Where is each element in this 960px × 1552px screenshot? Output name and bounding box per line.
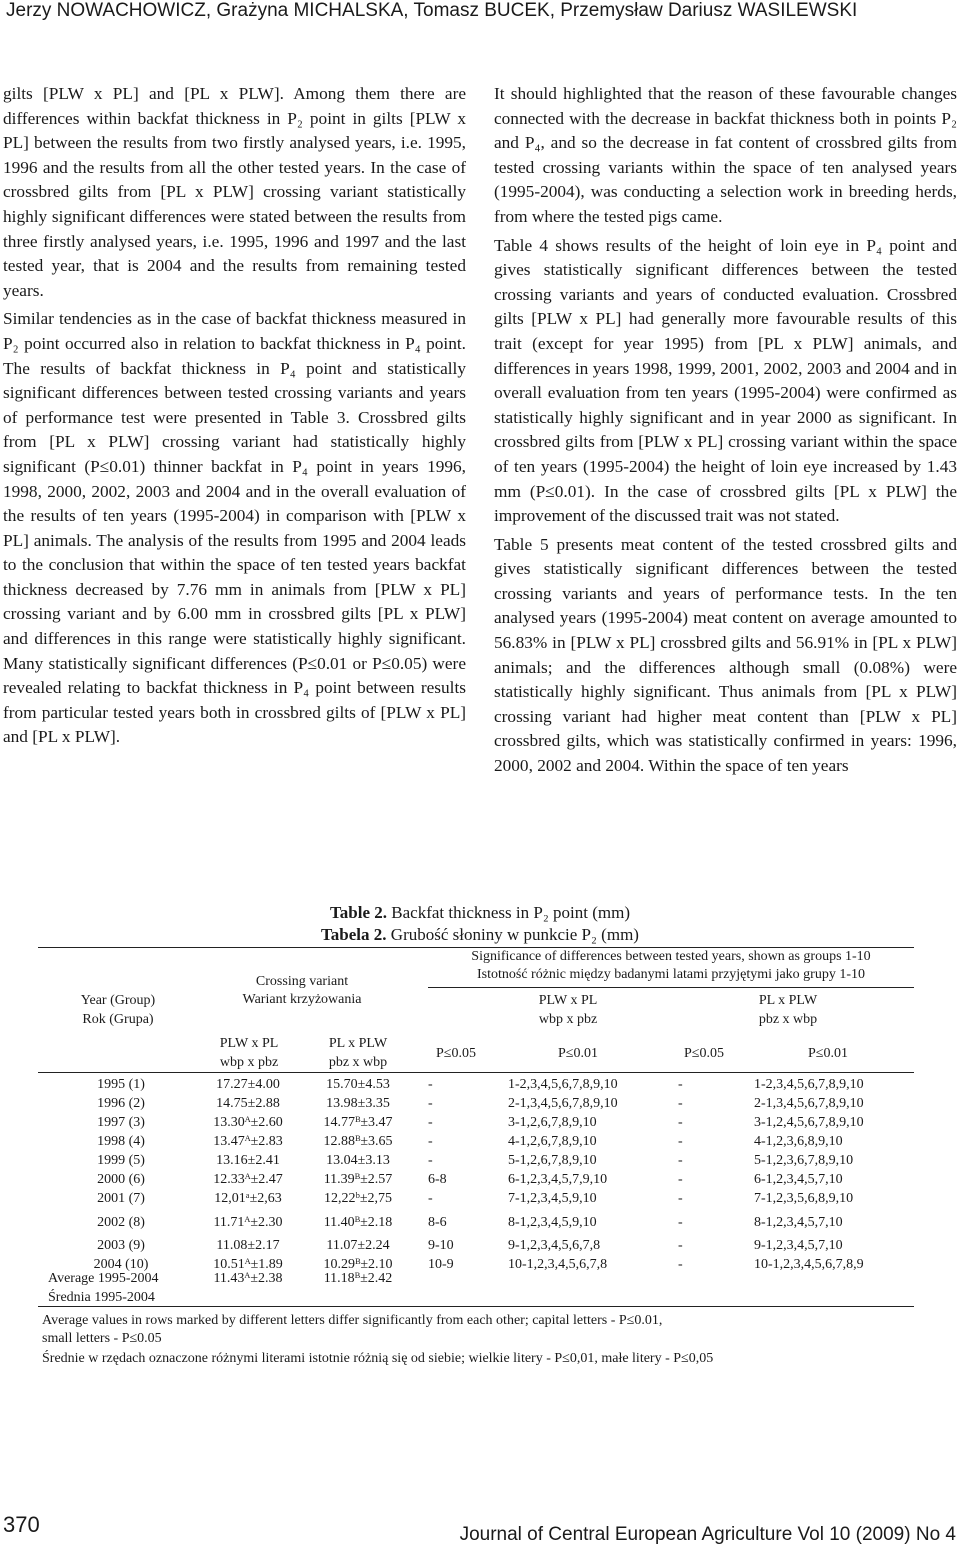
table-cell-a05: - <box>428 1096 433 1111</box>
table-cell-b01: 2-1,3,4,5,6,7,8,9,10 <box>754 1096 864 1111</box>
table-cell-b05: - <box>678 1096 683 1111</box>
table-cell-b05: - <box>678 1153 683 1168</box>
table-cell-b01: 5-1,2,3,6,7,8,9,10 <box>754 1153 854 1168</box>
caption-text: Backfat thickness in P₂ point (mm) <box>391 903 630 922</box>
table-cell-v1: 12.33ᴬ±2.47 <box>213 1172 283 1187</box>
header-significance: Significance of differences between tested years, shown as groups 1-10 <box>471 949 871 964</box>
table-cell-a01: 2-1,3,4,5,6,7,8,9,10 <box>508 1096 618 1111</box>
table-rule-bottom <box>38 1306 914 1307</box>
paragraph: gilts [PLW x PL] and [PL x PLW]. Among them there are differences within backfat thickness in P₂ point in gilts [PLW x PL] between the results from two firstly analysed years, i.e. 1995, 1996 and the results from all the other tested years. In the case of crossbred gilts from [PL x PLW] crossing variant statistically highly significant differences were stated between the results from three firstly analysed years, i.e. 1995, 1996 and 1997 and the last tested year, that is 2004 and the results from remaining tested years. <box>3 84 466 300</box>
table-cell-v1: 13.16±2.41 <box>216 1153 280 1168</box>
table-cell-v1: 13.47ᴬ±2.83 <box>213 1134 283 1149</box>
table-cell-a01: 10-1,2,3,4,5,6,7,8 <box>508 1257 608 1272</box>
header-year: Year (Group) <box>80 993 156 1008</box>
header-p05-a: P≤0.05 <box>436 1046 476 1061</box>
page-number: 370 <box>3 1512 40 1537</box>
table-note-pl: Średnie w rzędach oznaczone różnymi literami istotnie różnią się od siebie; wielkie litery - P≤0,01, małe litery - P≤0,05 <box>42 1351 714 1366</box>
table-cell-b01: 6-1,2,3,4,5,7,10 <box>754 1172 843 1187</box>
header-group-plwpl-pl: wbp x pbz <box>538 1012 598 1027</box>
table-cell-year: 2004 (10) <box>93 1257 149 1272</box>
table-cell-year: 1998 (4) <box>97 1134 145 1149</box>
table-cell-v2: 12.88ᴮ±3.65 <box>323 1134 393 1149</box>
table-cell-v1: 13.30ᴬ±2.60 <box>213 1115 283 1130</box>
left-column <box>3 82 466 754</box>
table-cell-b05: - <box>678 1115 683 1130</box>
table-cell-a01: 6-1,2,3,4,5,7,9,10 <box>508 1172 608 1187</box>
table-cell-v2: 11.40ᴮ±2.18 <box>323 1215 393 1230</box>
paragraph: It should highlighted that the reason of these favourable changes connected with the decrease in backfat thickness both in points P₂ and P₄, and so the decrease in fat content of crossbred gilts from tested crossing variants within the space of ten analysed years (1995-2004), was conducting a selection work in breeding herds, from where the tested pigs came. <box>494 84 957 226</box>
table-cell-a05: - <box>428 1153 433 1168</box>
average-v2: 11.18ᴮ±2.42 <box>323 1271 393 1286</box>
table-cell-a01: 3-1,2,6,7,8,9,10 <box>508 1115 597 1130</box>
table-rule-sub <box>428 987 914 988</box>
header-year-pl: Rok (Grupa) <box>82 1012 154 1027</box>
table-cell-a05: - <box>428 1077 433 1092</box>
table-cell-b01: 3-1,2,4,5,6,7,8,9,10 <box>754 1115 864 1130</box>
table-cell-v2: 13.98±3.35 <box>326 1096 390 1111</box>
average-label-pl: Średnia 1995-2004 <box>48 1290 155 1305</box>
table-cell-a01: 9-1,2,3,4,5,6,7,8 <box>508 1238 601 1253</box>
table-cell-v2: 11.07±2.24 <box>326 1238 390 1253</box>
table-cell-b05: - <box>678 1191 683 1206</box>
table-cell-v2: 12,22ᵇ±2,75 <box>323 1191 393 1206</box>
paragraph: Table 5 presents meat content of the tested crossbred gilts and gives statistically significant differences between the tested crossing variants and years of performance tests. In the ten analysed years (1995-2004) meat content on average amounted to 56.83% in [PLW x PL] crossbred gilts and 56.91% in [PL x PLW] animals; and the differences although small (0.08%) were statistically highly significant. Thus animals from [PL x PLW] crossing variant had higher meat content than [PLW x PL] crossbred gilts, which was statistically confirmed in years: 1996, 2000, 2002 and 2004. Within the space of ten years <box>494 534 957 776</box>
table-cell-year: 1999 (5) <box>97 1153 145 1168</box>
caption-label: Tabela 2. <box>321 925 387 944</box>
table-cell-b01: 10-1,2,3,4,5,6,7,8,9 <box>754 1257 864 1272</box>
table-cell-b05: - <box>678 1215 683 1230</box>
table-cell-year: 2000 (6) <box>97 1172 145 1187</box>
header-group-plwpl: PLW x PL <box>538 993 598 1008</box>
table-cell-b05: - <box>678 1257 683 1272</box>
header-p05-b: P≤0.05 <box>684 1046 724 1061</box>
table-cell-year: 2002 (8) <box>97 1215 145 1230</box>
header-group-plplw-pl: pbz x wbp <box>758 1012 818 1027</box>
table-cell-a01: 7-1,2,3,4,5,9,10 <box>508 1191 597 1206</box>
table-cell-b01: 1-2,3,4,5,6,7,8,9,10 <box>754 1077 864 1092</box>
caption-text: Grubość słoniny w punkcie P₂ (mm) <box>390 925 639 944</box>
table-cell-year: 2001 (7) <box>97 1191 145 1206</box>
table-cell-a05: - <box>428 1115 433 1130</box>
header-variant-1: PLW x PL <box>219 1036 279 1051</box>
header-p01-a: P≤0.01 <box>558 1046 598 1061</box>
average-v1: 11.43ᴬ±2.38 <box>213 1271 283 1286</box>
table-rule-header <box>38 1072 914 1073</box>
table-cell-b01: 4-1,2,3,6,8,9,10 <box>754 1134 843 1149</box>
paragraph: Table 4 shows results of the height of loin eye in P₄ point and gives statistically significant differences between the tested crossing variants and years of conducted evaluation. Crossbred gilts [PLW x PL] had generally more favourable results of this trait (except for year 1995) from [PL x PLW] animals, and differences in years 1998, 1999, 2001, 2002, 2003 and 2004 and in overall evaluation from ten years (1995-2004) were confirmed as statistically highly significant and in year 2000 as significant. In crossbred gilts from [PLW x PL] crossing variant within the space of ten years (1995-2004) the height of loin eye increased by 1.43 mm (P≤0.01). In the case of crossbred gilts [PL x PLW] the improvement of the discussed trait was not stated. <box>494 235 957 526</box>
table-cell-v2: 13.04±3.13 <box>326 1153 390 1168</box>
table-cell-b05: - <box>678 1077 683 1092</box>
average-label: Average 1995-2004 <box>48 1271 159 1286</box>
running-header: Jerzy NOWACHOWICZ, Grażyna MICHALSKA, Tomasz BUCEK, Przemysław Dariusz WASILEWSKI <box>6 0 858 21</box>
table-cell-b05: - <box>678 1172 683 1187</box>
table-cell-v2: 11.39ᴮ±2.57 <box>323 1172 393 1187</box>
header-variant-2-pl: pbz x wbp <box>328 1055 388 1070</box>
header-group-plplw: PL x PLW <box>758 993 818 1008</box>
table-cell-year: 2003 (9) <box>97 1238 145 1253</box>
table-cell-year: 1995 (1) <box>97 1077 145 1092</box>
right-column <box>494 82 957 783</box>
table-cell-v1: 10.51ᴬ±1.89 <box>213 1257 283 1272</box>
caption-label: Table 2. <box>330 903 388 922</box>
table-cell-b01: 7-1,2,3,5,6,8,9,10 <box>754 1191 854 1206</box>
table-cell-year: 1997 (3) <box>97 1115 145 1130</box>
table-cell-v1: 17.27±4.00 <box>216 1077 280 1092</box>
table-cell-year: 1996 (2) <box>97 1096 145 1111</box>
table-cell-v2: 15.70±4.53 <box>326 1077 390 1092</box>
header-significance-pl: Istotność różnic między badanymi latami przyjętymi jako grupy 1-10 <box>476 967 865 982</box>
table-cell-v2: 10.29ᴮ±2.10 <box>323 1257 393 1272</box>
journal-footer: Journal of Central European Agriculture Vol 10 (2009) No 4 <box>459 1524 956 1545</box>
table-cell-a05: 10-9 <box>428 1257 454 1272</box>
table-cell-a05: 6-8 <box>428 1172 447 1187</box>
table-caption <box>0 902 960 946</box>
table-cell-a01: 4-1,2,6,7,8,9,10 <box>508 1134 597 1149</box>
table-cell-b01: 8-1,2,3,4,5,7,10 <box>754 1215 843 1230</box>
table-cell-a01: 8-1,2,3,4,5,9,10 <box>508 1215 597 1230</box>
header-variant-1-pl: wbp x pbz <box>219 1055 279 1070</box>
table-cell-v1: 11.08±2.17 <box>216 1238 280 1253</box>
paragraph: Similar tendencies as in the case of backfat thickness measured in P₂ point occurred also in relation to backfat thickness in P₄ point. The results of backfat thickness in P₄ point and statistically significant differences between tested crossing variants and years of performance test were presented in Table 3. Crossbred gilts from [PL x PLW] crossing variant had statistically highly significant (P≤0.01) thinner backfat in P₄ point in years 1996, 1998, 2000, 2002, 2003 and 2004 and in the overall evaluation of the results of ten years (1995-2004) in comparison with [PLW x PL] animals. The analysis of the results from 1995 and 2004 leads to the conclusion that within the space of ten tested years backfat thickness decreased by 7.76 mm in animals from [PLW x PL] crossing variant and by 6.00 mm in crossbred gilts [PL x PLW] and differences in this range were statistically highly significant. Many statistically significant differences (P≤0.01 or P≤0.05) were revealed relating to backfat thickness in P₄ point between results from particular tested years both in crossbred gilts of [PLW x PL] and [PL x PLW]. <box>3 309 466 747</box>
table-cell-v1: 11.71ᴬ±2.30 <box>213 1215 283 1230</box>
table-cell-v1: 14.75±2.88 <box>216 1096 280 1111</box>
table-cell-a05: - <box>428 1191 433 1206</box>
table-cell-a05: 9-10 <box>428 1238 454 1253</box>
table-cell-v1: 12,01ᵃ±2,63 <box>214 1191 282 1206</box>
table-cell-b01: 9-1,2,3,4,5,7,10 <box>754 1238 843 1253</box>
table-cell-a05: - <box>428 1134 433 1149</box>
header-crossing-pl: Wariant krzyżowania <box>242 992 362 1007</box>
table-cell-b05: - <box>678 1238 683 1253</box>
table-cell-v2: 14.77ᴮ±3.47 <box>323 1115 393 1130</box>
table-note: small letters - P≤0.05 <box>42 1331 162 1346</box>
header-p01-b: P≤0.01 <box>808 1046 848 1061</box>
table-cell-a05: 8-6 <box>428 1215 447 1230</box>
table-cell-a01: 1-2,3,4,5,6,7,8,9,10 <box>508 1077 618 1092</box>
header-crossing: Crossing variant <box>255 974 349 989</box>
table-note: Average values in rows marked by different letters differ significantly from each other; capital letters - P≤0.01, <box>42 1313 663 1328</box>
header-variant-2: PL x PLW <box>328 1036 388 1051</box>
table-cell-a01: 5-1,2,6,7,8,9,10 <box>508 1153 597 1168</box>
table-cell-b05: - <box>678 1134 683 1149</box>
